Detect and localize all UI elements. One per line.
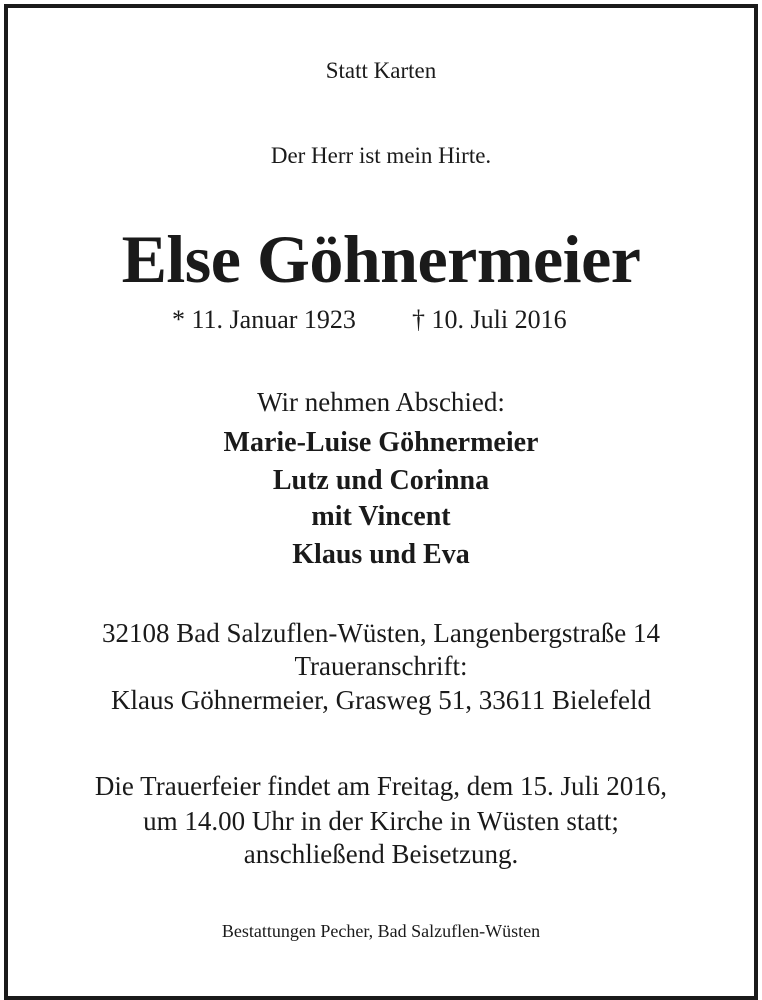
- address-line: Traueranschrift:: [294, 651, 468, 681]
- farewell-intro: Wir nehmen Abschied:: [257, 387, 505, 417]
- address-line: 32108 Bad Salzuflen-Wüsten, Langenbergstraße 14: [101, 618, 661, 648]
- mourner-line: Klaus und Eva: [292, 539, 470, 570]
- psalm-quote: Der Herr ist mein Hirte.: [270, 143, 492, 168]
- undertaker-credit: Bestattungen Pecher, Bad Salzuflen-Wüsten: [221, 921, 541, 941]
- mourner-line: Lutz und Corinna: [272, 465, 490, 496]
- mourner-line: Marie-Luise Göhnermeier: [223, 427, 539, 458]
- deceased-name: Else Göhnermeier: [121, 221, 641, 297]
- funeral-info-line: Die Trauerfeier findet am Freitag, dem 15. Juli 2016,: [94, 771, 668, 801]
- death-date: † 10. Juli 2016: [412, 305, 567, 334]
- funeral-info-line: anschließend Beisetzung.: [243, 839, 519, 869]
- mourner-line: mit Vincent: [311, 501, 451, 532]
- header-text: Statt Karten: [325, 58, 437, 83]
- funeral-info-line: um 14.00 Uhr in der Kirche in Wüsten statt;: [143, 806, 619, 836]
- birth-date: * 11. Januar 1923: [172, 305, 356, 334]
- address-line: Klaus Göhnermeier, Grasweg 51, 33611 Bielefeld: [110, 685, 651, 715]
